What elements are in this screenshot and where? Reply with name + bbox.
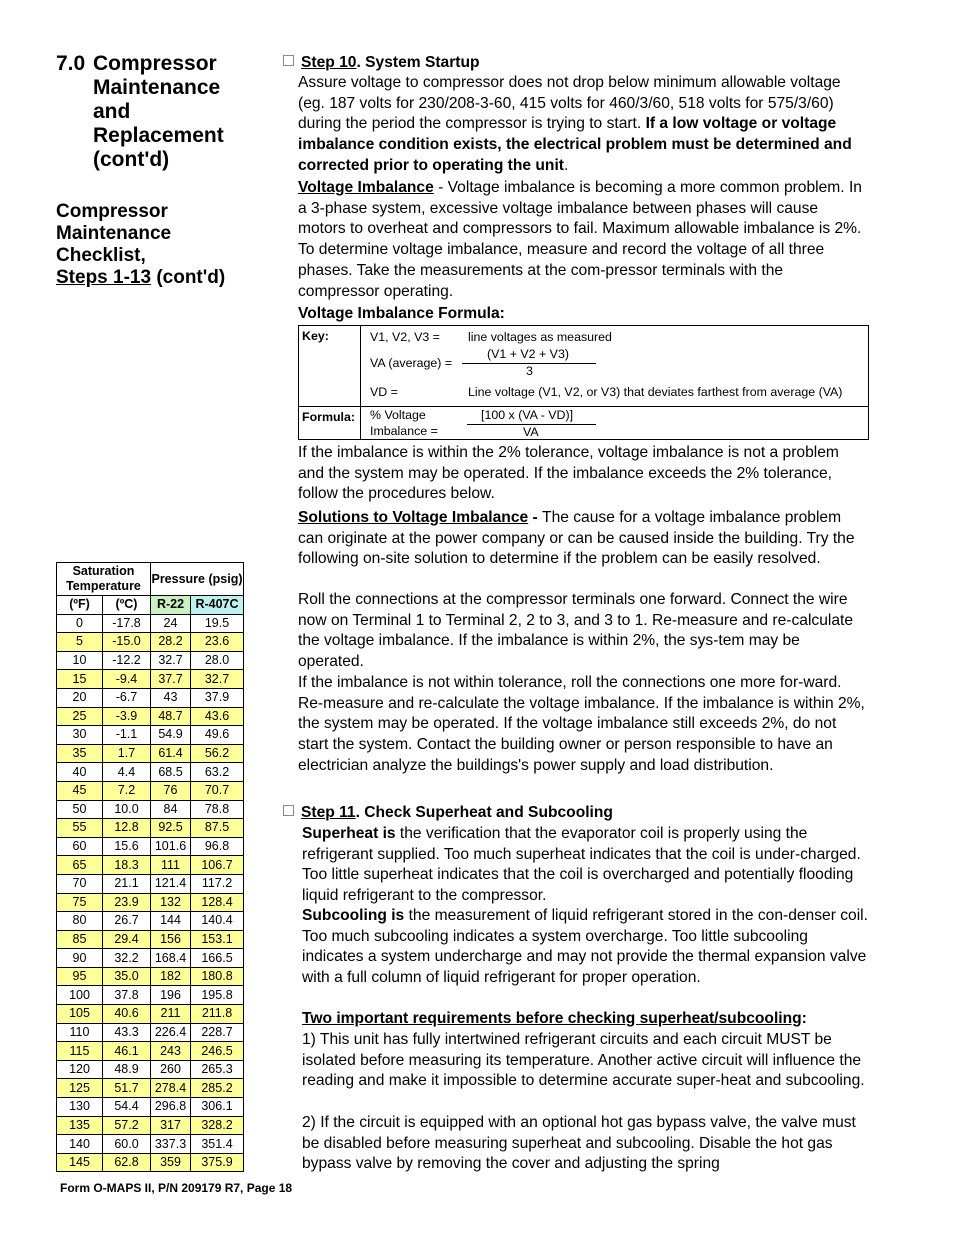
cell-r22: 296.8 xyxy=(151,1098,191,1117)
cell-fahrenheit: 60 xyxy=(57,837,103,856)
cell-celsius: 51.7 xyxy=(103,1079,151,1098)
cell-celsius: 18.3 xyxy=(103,856,151,875)
cell-r407c: 351.4 xyxy=(191,1135,244,1154)
cell-fahrenheit: 130 xyxy=(57,1098,103,1117)
cell-r407c: 285.2 xyxy=(191,1079,244,1098)
section-title-line: Maintenance xyxy=(93,76,221,99)
cell-celsius: -1.1 xyxy=(103,726,151,745)
section-title-line: and xyxy=(93,100,131,123)
cell-r407c: 87.5 xyxy=(191,819,244,838)
solutions-paragraph xyxy=(298,508,868,570)
cell-r22: 260 xyxy=(151,1060,191,1079)
cell-r22: 37.7 xyxy=(151,670,191,689)
formula-heading: Voltage Imbalance Formula: xyxy=(298,305,505,322)
table-row xyxy=(57,874,244,893)
table-row xyxy=(57,744,244,763)
steps-link[interactable]: Steps 1-13 xyxy=(56,267,152,288)
table-row xyxy=(57,800,244,819)
va-denominator: 3 xyxy=(526,364,533,378)
cell-celsius: -17.8 xyxy=(103,614,151,633)
formula-box xyxy=(298,325,869,440)
table-row xyxy=(57,986,244,1005)
cell-fahrenheit: 140 xyxy=(57,1135,103,1154)
table-row xyxy=(57,670,244,689)
cell-r22: 211 xyxy=(151,1005,191,1024)
section-title-line: Compressor xyxy=(93,52,217,75)
cell-r22: 24 xyxy=(151,614,191,633)
cell-r407c: 306.1 xyxy=(191,1098,244,1117)
cell-r407c: 56.2 xyxy=(191,744,244,763)
cell-fahrenheit: 50 xyxy=(57,800,103,819)
cell-celsius: 43.3 xyxy=(103,1023,151,1042)
cell-celsius: 21.1 xyxy=(103,874,151,893)
cell-celsius: 12.8 xyxy=(103,819,151,838)
table-row xyxy=(57,763,244,782)
table-row xyxy=(57,651,244,670)
cell-fahrenheit: 10 xyxy=(57,651,103,670)
cell-r22: 359 xyxy=(151,1153,191,1172)
cell-r22: 43 xyxy=(151,688,191,707)
section-number: 7.0 xyxy=(56,52,86,75)
cell-fahrenheit: 100 xyxy=(57,986,103,1005)
table-row xyxy=(57,1079,244,1098)
cell-r22: 101.6 xyxy=(151,837,191,856)
table-row xyxy=(57,633,244,652)
cell-r407c: 140.4 xyxy=(191,912,244,931)
requirement-2: 2) If the circuit is equipped with an optional hot gas bypass valve, the valve must be disabled before measuring superheat and subcooling. Disable the hot gas bypass valve by removing the cover and adjusting the spring xyxy=(302,1114,856,1173)
cell-fahrenheit: 75 xyxy=(57,893,103,912)
cell-r22: 278.4 xyxy=(151,1079,191,1098)
table-row xyxy=(57,707,244,726)
cell-fahrenheit: 0 xyxy=(57,614,103,633)
section-title-line: (cont'd) xyxy=(93,148,170,171)
cell-fahrenheit: 15 xyxy=(57,670,103,689)
subcooling-label: Subcooling is xyxy=(302,907,405,924)
cell-fahrenheit: 20 xyxy=(57,688,103,707)
section-title-line: Replacement xyxy=(93,124,224,147)
cell-celsius: -3.9 xyxy=(103,707,151,726)
cell-celsius: -12.2 xyxy=(103,651,151,670)
table-row xyxy=(57,1098,244,1117)
table-row xyxy=(57,1135,244,1154)
cell-r22: 84 xyxy=(151,800,191,819)
cell-fahrenheit: 115 xyxy=(57,1042,103,1061)
cell-r22: 76 xyxy=(151,781,191,800)
step11-label: Step 11 xyxy=(301,804,356,821)
cell-celsius: -15.0 xyxy=(103,633,151,652)
header-pressure: Pressure (psig) xyxy=(151,563,244,596)
table-row xyxy=(57,614,244,633)
cell-celsius: 7.2 xyxy=(103,781,151,800)
cell-r22: 54.9 xyxy=(151,726,191,745)
cell-r407c: 43.6 xyxy=(191,707,244,726)
solutions-label: Solutions to Voltage Imbalance xyxy=(298,509,529,526)
table-row xyxy=(57,1116,244,1135)
cell-celsius: 60.0 xyxy=(103,1135,151,1154)
cell-fahrenheit: 135 xyxy=(57,1116,103,1135)
cell-r407c: 78.8 xyxy=(191,800,244,819)
superheat-label: Superheat is xyxy=(302,825,396,842)
table-row xyxy=(57,1153,244,1172)
cell-r22: 144 xyxy=(151,912,191,931)
cell-r407c: 166.5 xyxy=(191,949,244,968)
intro-text: Assure voltage to compressor does not drop below minimum allowable voltage (eg. 187 volts for 230/208-3-60, 415 volts for 460/3/60, 518 volts for 575/3/60) during the period the compressor is trying to start. xyxy=(298,74,841,133)
tolerance-paragraph: If the imbalance is within the 2% tolerance, voltage imbalance is not a problem and the system may be operated. If the imbalance exceeds the 2% tolerance, follow the procedures below. xyxy=(298,444,839,503)
step10-label: Step 10 xyxy=(301,54,357,71)
cell-r407c: 28.0 xyxy=(191,651,244,670)
header-fahrenheit: (ºF) xyxy=(57,596,103,615)
cell-r22: 243 xyxy=(151,1042,191,1061)
cell-celsius: 23.9 xyxy=(103,893,151,912)
header-celsius: (ºC) xyxy=(103,596,151,615)
cell-r22: 111 xyxy=(151,856,191,875)
vd-desc: Line voltage (V1, V2, or V3) that deviates farthest from average (VA) xyxy=(468,385,843,399)
step11-heading xyxy=(283,803,613,823)
cell-celsius: 40.6 xyxy=(103,1005,151,1024)
solutions-dash: - xyxy=(528,509,543,526)
table-row xyxy=(57,819,244,838)
cell-r22: 226.4 xyxy=(151,1023,191,1042)
cell-fahrenheit: 35 xyxy=(57,744,103,763)
pct-numerator: [100 x (VA - VD)] xyxy=(481,408,574,422)
checklist-line: Maintenance xyxy=(56,223,172,244)
table-row xyxy=(57,688,244,707)
step11-title: . Check Superheat and Subcooling xyxy=(355,804,613,821)
step10-intro xyxy=(298,73,868,177)
table-row xyxy=(57,1060,244,1079)
cell-r407c: 211.8 xyxy=(191,1005,244,1024)
requirements-colon: : xyxy=(801,1010,807,1027)
requirement-1: 1) This unit has fully intertwined refrigerant circuits and each circuit MUST be isolated before measuring its temperature. Another active circuit will influence the reading and make it impossible to determine accurate super-heat and subcooling. xyxy=(302,1031,865,1090)
requirements-heading-text: Two important requirements before checking superheat/subcooling xyxy=(302,1010,802,1027)
cell-r407c: 32.7 xyxy=(191,670,244,689)
cell-celsius: 57.2 xyxy=(103,1116,151,1135)
cell-celsius: 35.0 xyxy=(103,967,151,986)
cell-r22: 182 xyxy=(151,967,191,986)
cell-celsius: 46.1 xyxy=(103,1042,151,1061)
cell-r407c: 153.1 xyxy=(191,930,244,949)
cell-fahrenheit: 45 xyxy=(57,781,103,800)
cell-r22: 61.4 xyxy=(151,744,191,763)
va-label: VA (average) = xyxy=(370,356,453,370)
superheat-paragraph xyxy=(302,824,870,907)
cell-r407c: 195.8 xyxy=(191,986,244,1005)
cell-celsius: 1.7 xyxy=(103,744,151,763)
cell-r22: 28.2 xyxy=(151,633,191,652)
cell-r22: 92.5 xyxy=(151,819,191,838)
table-row xyxy=(57,1042,244,1061)
cell-celsius: 37.8 xyxy=(103,986,151,1005)
cell-r407c: 23.6 xyxy=(191,633,244,652)
cell-celsius: 26.7 xyxy=(103,912,151,931)
cell-r407c: 19.5 xyxy=(191,614,244,633)
cell-r407c: 117.2 xyxy=(191,874,244,893)
cell-celsius: -9.4 xyxy=(103,670,151,689)
subcooling-paragraph xyxy=(302,906,870,989)
intro-warning: If a low voltage or voltage imbalance condition exists, the electrical problem must be determined and corrected prior to operating the unit xyxy=(298,115,852,174)
cell-r407c: 128.4 xyxy=(191,893,244,912)
header-r407c: R-407C xyxy=(191,596,244,615)
cell-fahrenheit: 90 xyxy=(57,949,103,968)
cell-celsius: 48.9 xyxy=(103,1060,151,1079)
cell-fahrenheit: 125 xyxy=(57,1079,103,1098)
cell-r407c: 70.7 xyxy=(191,781,244,800)
cell-r22: 132 xyxy=(151,893,191,912)
table-row xyxy=(57,856,244,875)
solutions-text: The cause for a voltage imbalance problem can originate at the power company or can be caused inside the building. Try the following on-site solution to determine if the problem can be easily resolved. xyxy=(298,509,855,568)
cell-celsius: 62.8 xyxy=(103,1153,151,1172)
table-body xyxy=(57,614,244,1172)
table-row xyxy=(57,1023,244,1042)
cell-fahrenheit: 40 xyxy=(57,763,103,782)
table-row xyxy=(57,1005,244,1024)
cell-r22: 156 xyxy=(151,930,191,949)
cell-fahrenheit: 55 xyxy=(57,819,103,838)
v-desc: line voltages as measured xyxy=(468,330,612,344)
table-row xyxy=(57,949,244,968)
checklist-suffix: (cont'd) xyxy=(151,267,226,288)
cell-fahrenheit: 145 xyxy=(57,1153,103,1172)
section-title xyxy=(56,52,256,172)
vd-label: VD = xyxy=(370,385,398,399)
cell-fahrenheit: 80 xyxy=(57,912,103,931)
checkbox-icon[interactable] xyxy=(283,55,294,66)
cell-r407c: 106.7 xyxy=(191,856,244,875)
cell-r22: 317 xyxy=(151,1116,191,1135)
cell-r22: 121.4 xyxy=(151,874,191,893)
cell-r22: 196 xyxy=(151,986,191,1005)
checklist-line: Checklist, xyxy=(56,245,146,266)
cell-celsius: -6.7 xyxy=(103,688,151,707)
cell-r407c: 265.3 xyxy=(191,1060,244,1079)
cell-r407c: 63.2 xyxy=(191,763,244,782)
cell-r407c: 37.9 xyxy=(191,688,244,707)
cell-r407c: 375.9 xyxy=(191,1153,244,1172)
header-saturation-temperature: Saturation Temperature xyxy=(57,563,151,596)
table-row xyxy=(57,967,244,986)
roll-paragraph: Roll the connections at the compressor terminals one forward. Connect the wire now on Terminal 1 to Terminal 2, 2 to 3, and 3 to 1. Re-measure and re-calculate the voltage imbalance. If the imbalance is within 2%, the sys-tem may be operated. xyxy=(298,591,854,671)
cell-fahrenheit: 5 xyxy=(57,633,103,652)
cell-fahrenheit: 120 xyxy=(57,1060,103,1079)
subcooling-text: the measurement of liquid refrigerant stored in the con-denser coil. Too much subcooling indicates a system overcharge. Too little subcooling indicates a system undercharge and may not provide the thermal expansion valve with a full column of liquid refrigerant for proper operation. xyxy=(302,907,868,987)
header-r22: R-22 xyxy=(151,596,191,615)
cell-fahrenheit: 95 xyxy=(57,967,103,986)
cell-r22: 168.4 xyxy=(151,949,191,968)
page-footer: Form O-MAPS II, P/N 209179 R7, Page 18 xyxy=(60,1181,293,1195)
cell-fahrenheit: 85 xyxy=(57,930,103,949)
table-row xyxy=(57,837,244,856)
superheat-text: the verification that the evaporator coil is properly using the refrigerant supplied. Too much superheat indicates that the coil is under-charged. Too little superheat indicates that the coil is overcharged and potentially flooding liquid refrigerant to the compressor. xyxy=(302,825,861,905)
formula-label: Formula: xyxy=(302,410,356,424)
cell-r407c: 328.2 xyxy=(191,1116,244,1135)
requirements-heading xyxy=(302,1009,870,1030)
table-row xyxy=(57,930,244,949)
intro-end: . xyxy=(563,156,569,174)
v-label: V1, V2, V3 = xyxy=(370,330,440,344)
cell-r407c: 180.8 xyxy=(191,967,244,986)
cell-r22: 32.7 xyxy=(151,651,191,670)
pct-denominator: VA xyxy=(523,425,539,439)
cell-r22: 48.7 xyxy=(151,707,191,726)
step10-title: . System Startup xyxy=(356,54,480,71)
cell-r407c: 49.6 xyxy=(191,726,244,745)
table-row xyxy=(57,726,244,745)
cell-fahrenheit: 70 xyxy=(57,874,103,893)
cell-celsius: 32.2 xyxy=(103,949,151,968)
cell-r407c: 228.7 xyxy=(191,1023,244,1042)
key-label: Key: xyxy=(302,329,329,343)
cell-r407c: 246.5 xyxy=(191,1042,244,1061)
va-numerator: (V1 + V2 + V3) xyxy=(487,347,569,361)
step10-heading xyxy=(283,53,480,73)
checkbox-icon[interactable] xyxy=(283,805,294,816)
voltage-imbalance-text: - Voltage imbalance is becoming a more common problem. In a 3-phase system, excessive voltage imbalance between phases will cause motors to overheat and compressors to fail. Maximum allowable imbalance is 2%. To determine voltage imbalance, measure and record the voltage of all three phases. Take the measurements at the com-pressor terminals with the compressor operating. xyxy=(298,179,862,300)
cell-fahrenheit: 30 xyxy=(57,726,103,745)
pct-label-1: % Voltage xyxy=(370,408,426,422)
pct-label-2: Imbalance = xyxy=(370,424,438,438)
cell-fahrenheit: 65 xyxy=(57,856,103,875)
cell-celsius: 4.4 xyxy=(103,763,151,782)
cell-celsius: 54.4 xyxy=(103,1098,151,1117)
cell-celsius: 29.4 xyxy=(103,930,151,949)
table-row xyxy=(57,893,244,912)
cell-r22: 337.3 xyxy=(151,1135,191,1154)
cell-fahrenheit: 105 xyxy=(57,1005,103,1024)
cell-r407c: 96.8 xyxy=(191,837,244,856)
cell-celsius: 10.0 xyxy=(103,800,151,819)
saturation-pressure-table xyxy=(56,562,244,1172)
cell-celsius: 15.6 xyxy=(103,837,151,856)
checklist-line: Compressor xyxy=(56,201,168,222)
voltage-imbalance-label: Voltage Imbalance xyxy=(298,179,434,196)
voltage-imbalance-paragraph xyxy=(298,178,868,302)
table-row xyxy=(57,912,244,931)
not-within-paragraph: If the imbalance is not within tolerance, roll the connections one more for-ward. Re-measure and re-calculate the voltage imbalance. If the imbalance is within 2%, the system may be operated. If the voltage imbalance still exceeds 2%, do not start the system. Contact the building owner or person responsible to have an electrician analyze the buildings's power supply and load distribution. xyxy=(298,674,865,774)
cell-fahrenheit: 25 xyxy=(57,707,103,726)
cell-r22: 68.5 xyxy=(151,763,191,782)
table-row xyxy=(57,781,244,800)
cell-fahrenheit: 110 xyxy=(57,1023,103,1042)
checklist-title xyxy=(56,201,256,289)
